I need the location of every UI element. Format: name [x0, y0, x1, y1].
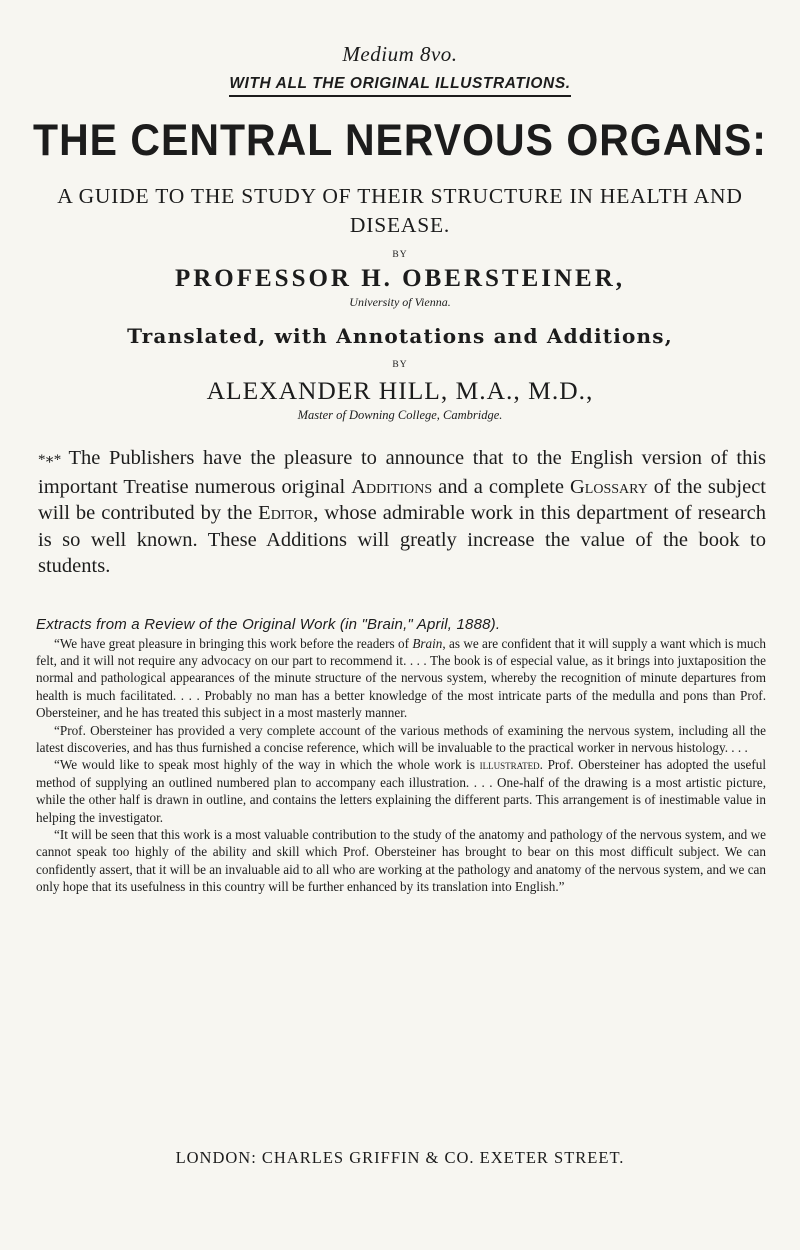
translator-affiliation: Master of Downing College, Cambridge. — [297, 408, 503, 422]
review-text: “We have great pleasure in bringing this work before the readers of — [54, 635, 413, 651]
illustrations-note: WITH ALL THE ORIGINAL ILLUSTRATIONS. — [229, 75, 570, 97]
by-label-2: BY — [392, 360, 408, 370]
book-title: THE CENTRAL NERVOUS ORGANS: — [33, 115, 767, 165]
notice-glossary: Glossary — [569, 475, 648, 498]
author-affiliation: University of Vienna. — [349, 295, 451, 309]
review-paragraph-2: “Prof. Obersteiner has provided a very complete account of the various methods of examining the nervous system, including all the latest discoveries, and has thus furnished a concise reference, which will be invaluable to the practical worker in nervous histology. . . . — [36, 722, 766, 755]
review-paragraph-4: “It will be seen that this work is a most valuable contribution to the study of the anatomy and pathology of the nervous system, and we cannot speak too highly of the ability and skill which Prof. Obersteiner has brought to bear on this most difficult subject. We can confidently assert, that it will be an invaluable aid to all who are working at the pathology and anatomy of the nervous system, and we can only hope that its usefulness in this country will be further enhanced by its translation into English.” — [36, 826, 766, 895]
notice-text-3: of the subject will be contributed by the — [38, 475, 766, 524]
review-extracts — [36, 635, 766, 896]
review-paragraph-1 — [36, 635, 766, 722]
notice-text-2: and a complete — [432, 475, 570, 498]
review-heading: Extracts from a Review of the Original Work (in "Brain," April, 1888). — [36, 615, 501, 633]
book-format: Medium 8vo. — [342, 42, 458, 66]
publisher-notice — [38, 445, 766, 580]
asterism: *∗* — [38, 452, 61, 468]
book-subtitle: A GUIDE TO THE STUDY OF THEIR STRUCTURE IN HEALTH AND DISEASE. — [57, 184, 743, 237]
journal-name: Brain — [412, 635, 443, 651]
translated-line: Translated, with Annotations and Additions, — [127, 324, 673, 348]
review-paragraph-3 — [36, 756, 766, 826]
review-text: , as we are confident that it will supply a want which is much felt, and it will not require any advocacy on our part to recommend it. . . . The book is of especial value, as it brings into juxtaposition the normal and pathological appearances of the minute structure of the nervous system, whereby the recognition of minute departures from health is much facilitated. . . . Probably no man has a better knowledge of the most intricate parts of the medulla and pons than Prof. Obersteiner, and he has treated this subject in a most masterly manner. — [36, 635, 766, 721]
notice-text-4: , whose admirable work in this department of research is so well known. These Additions will greatly increase the value of the book to students. — [38, 502, 766, 577]
review-text: . Prof. Obersteiner has adopted the useful method of supplying an outlined numbered plan to accompany each illustration. . . . One-half of the drawing is a most artistic picture, while the other half is drawn in outline, and contains the letters explaining the different parts. This arrangement is of inestimable value in helping the investigator. — [36, 757, 767, 825]
notice-additions: Additions — [351, 475, 433, 498]
author-name: PROFESSOR H. OBERSTEINER, — [174, 265, 626, 292]
notice-editor: Editor — [258, 502, 314, 524]
review-text: “We would like to speak most highly of the way in which the whole work is — [54, 757, 480, 773]
notice-text-1: The Publishers have the pleasure to announce that to the English version of this important Treatise numerous original — [38, 447, 766, 498]
publisher-imprint: LONDON: CHARLES GRIFFIN & CO. EXETER STREET. — [175, 1148, 625, 1167]
by-label: BY — [392, 250, 408, 260]
illustrated-word: illustrated — [479, 757, 540, 773]
translator-name: ALEXANDER HILL, M.A., M.D., — [206, 376, 594, 405]
